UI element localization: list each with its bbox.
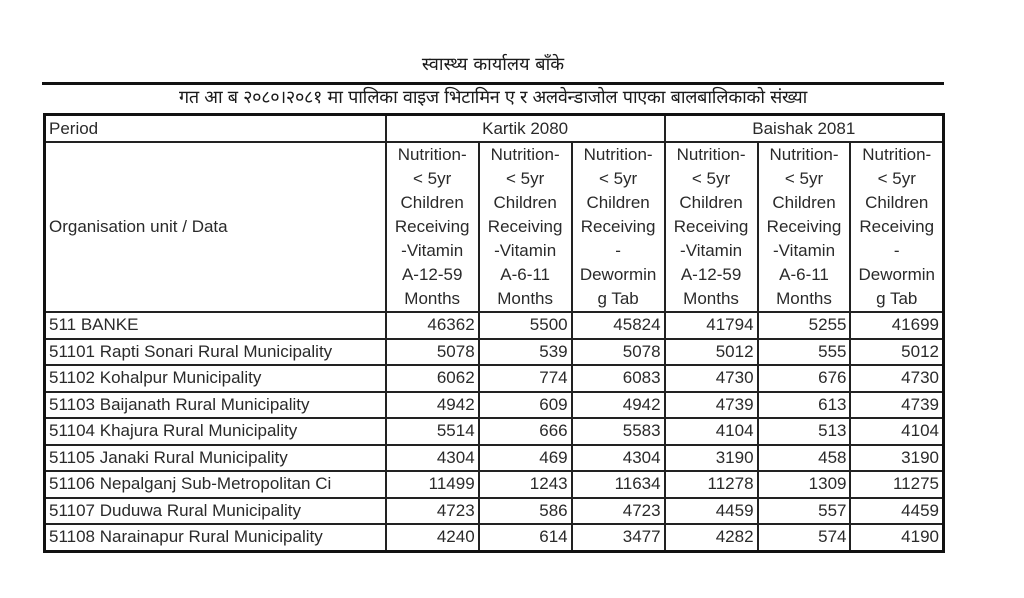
org-unit-cell: 51101 Rapti Sonari Rural Municipality	[45, 339, 386, 366]
metric-header-line: -	[893, 241, 900, 260]
metric-header-line: Children	[400, 193, 464, 212]
value-cell: 4240	[386, 524, 479, 551]
value-cell: 614	[479, 524, 572, 551]
value-cell: 11634	[572, 471, 665, 498]
value-cell: 11499	[386, 471, 479, 498]
metric-header-row	[45, 142, 944, 312]
value-cell: 6083	[572, 365, 665, 392]
value-cell: 539	[479, 339, 572, 366]
value-cell: 5255	[758, 312, 851, 339]
value-cell: 41699	[850, 312, 943, 339]
value-cell: 45824	[572, 312, 665, 339]
metric-header-line: Dewormin	[579, 265, 657, 284]
value-cell: 4739	[665, 392, 758, 419]
metric-header	[850, 142, 943, 312]
table-row	[45, 445, 944, 472]
metric-header	[572, 142, 665, 312]
table-row	[45, 498, 944, 525]
table-row	[45, 418, 944, 445]
value-cell: 458	[758, 445, 851, 472]
value-cell: 4104	[665, 418, 758, 445]
metric-header-line: A-6-11	[779, 265, 829, 284]
metric-header-line: g Tab	[876, 289, 918, 308]
value-cell: 4304	[572, 445, 665, 472]
value-cell: 41794	[665, 312, 758, 339]
metric-header-line: Nutrition-	[583, 145, 653, 164]
metric-header-line: Receiving	[673, 217, 749, 236]
table-row	[45, 524, 944, 551]
metric-header	[386, 142, 479, 312]
metric-header-line: Nutrition-	[490, 145, 560, 164]
metric-header-line: < 5yr	[413, 169, 452, 188]
metric-header-line: -Vitamin	[494, 241, 557, 260]
value-cell: 5583	[572, 418, 665, 445]
value-cell: 676	[758, 365, 851, 392]
metric-header	[758, 142, 851, 312]
value-cell: 4730	[665, 365, 758, 392]
metric-header-line: < 5yr	[784, 169, 824, 188]
metric-header-line: Receiving	[394, 217, 470, 236]
value-cell: 4739	[850, 392, 943, 419]
metric-header-line: Receiving	[766, 217, 842, 236]
report-table	[43, 113, 945, 553]
table-row	[45, 471, 944, 498]
office-title: स्वास्थ्य कार्यालय बाँके	[421, 54, 565, 75]
value-cell: 4190	[850, 524, 943, 551]
value-cell: 555	[758, 339, 851, 366]
value-cell: 4459	[665, 498, 758, 525]
metric-header-line: < 5yr	[877, 169, 916, 188]
table-row	[45, 392, 944, 419]
value-cell: 666	[479, 418, 572, 445]
org-unit-cell: 51107 Duduwa Rural Municipality	[45, 498, 386, 525]
metric-header-line: Months	[404, 289, 461, 308]
metric-header-line: A-12-59	[680, 265, 742, 284]
org-unit-cell: 511 BANKE	[45, 312, 386, 339]
metric-header-line: Children	[679, 193, 743, 212]
value-cell: 574	[758, 524, 851, 551]
metric-header-line: Months	[683, 289, 739, 308]
metric-header-line: A-12-59	[401, 265, 463, 284]
org-unit-cell: 51108 Narainapur Rural Municipality	[45, 524, 386, 551]
org-unit-cell: 51104 Khajura Rural Municipality	[45, 418, 386, 445]
org-unit-label: Organisation unit / Data	[45, 142, 386, 312]
value-cell: 609	[479, 392, 572, 419]
metric-header-line: < 5yr	[598, 169, 638, 188]
org-unit-cell: 51106 Nepalganj Sub-Metropolitan Ci	[45, 471, 386, 498]
metric-header-line: g Tab	[597, 289, 639, 308]
metric-header-line: -	[615, 241, 621, 260]
metric-header-line: < 5yr	[505, 169, 545, 188]
value-cell: 4730	[850, 365, 943, 392]
value-cell: 613	[758, 392, 851, 419]
metric-header-line: Months	[497, 289, 553, 308]
metric-header-line: -Vitamin	[401, 241, 464, 260]
value-cell: 513	[758, 418, 851, 445]
period-header-row	[45, 115, 944, 143]
value-cell: 469	[479, 445, 572, 472]
metric-header-line: -Vitamin	[680, 241, 743, 260]
period-baishak-2081: Baishak 2081	[665, 115, 944, 143]
value-cell: 557	[758, 498, 851, 525]
value-cell: 3477	[572, 524, 665, 551]
title-divider	[42, 82, 944, 85]
metric-header-line: Nutrition-	[862, 145, 932, 164]
value-cell: 6062	[386, 365, 479, 392]
value-cell: 11278	[665, 471, 758, 498]
metric-header-line: Children	[865, 193, 929, 212]
org-unit-cell: 51103 Baijanath Rural Municipality	[45, 392, 386, 419]
metric-header	[665, 142, 758, 312]
value-cell: 4304	[386, 445, 479, 472]
metric-header-line: < 5yr	[691, 169, 731, 188]
value-cell: 4723	[386, 498, 479, 525]
org-unit-cell: 51102 Kohalpur Municipality	[45, 365, 386, 392]
metric-header-line: Children	[586, 193, 650, 212]
org-unit-cell: 51105 Janaki Rural Municipality	[45, 445, 386, 472]
metric-header-line: Months	[776, 289, 832, 308]
value-cell: 4942	[386, 392, 479, 419]
metric-header-line: A-6-11	[500, 265, 551, 284]
value-cell: 5078	[572, 339, 665, 366]
period-label: Period	[45, 115, 386, 143]
report-title: गत आ ब २०८०।२०८१ मा पालिका वाइज भिटामिन ए र अलवेन्डाजोल पाएका बालबालिकाको संख्या	[178, 87, 808, 108]
value-cell: 4282	[665, 524, 758, 551]
metric-header-line: Receiving	[487, 217, 563, 236]
value-cell: 1309	[758, 471, 851, 498]
metric-header-line: Receiving	[580, 217, 656, 236]
metric-header	[479, 142, 572, 312]
metric-header-line: Children	[493, 193, 557, 212]
metric-header-line: Dewormin	[858, 265, 935, 284]
metric-header-line: Nutrition-	[769, 145, 839, 164]
period-kartik-2080: Kartik 2080	[386, 115, 665, 143]
table-row	[45, 365, 944, 392]
value-cell: 5514	[386, 418, 479, 445]
value-cell: 5012	[665, 339, 758, 366]
value-cell: 5500	[479, 312, 572, 339]
metric-header-line: -Vitamin	[772, 241, 836, 260]
value-cell: 4104	[850, 418, 943, 445]
metric-header-line: Nutrition-	[676, 145, 746, 164]
value-cell: 586	[479, 498, 572, 525]
value-cell: 5078	[386, 339, 479, 366]
metric-header-line: Receiving	[859, 217, 935, 236]
value-cell: 5012	[850, 339, 943, 366]
metric-header-line: Nutrition-	[397, 145, 467, 164]
value-cell: 11275	[850, 471, 943, 498]
value-cell: 4723	[572, 498, 665, 525]
metric-header-line: Children	[772, 193, 836, 212]
table-row	[45, 339, 944, 366]
value-cell: 3190	[850, 445, 943, 472]
table-row	[45, 312, 944, 339]
value-cell: 1243	[479, 471, 572, 498]
value-cell: 4459	[850, 498, 943, 525]
value-cell: 4942	[572, 392, 665, 419]
value-cell: 46362	[386, 312, 479, 339]
value-cell: 3190	[665, 445, 758, 472]
value-cell: 774	[479, 365, 572, 392]
